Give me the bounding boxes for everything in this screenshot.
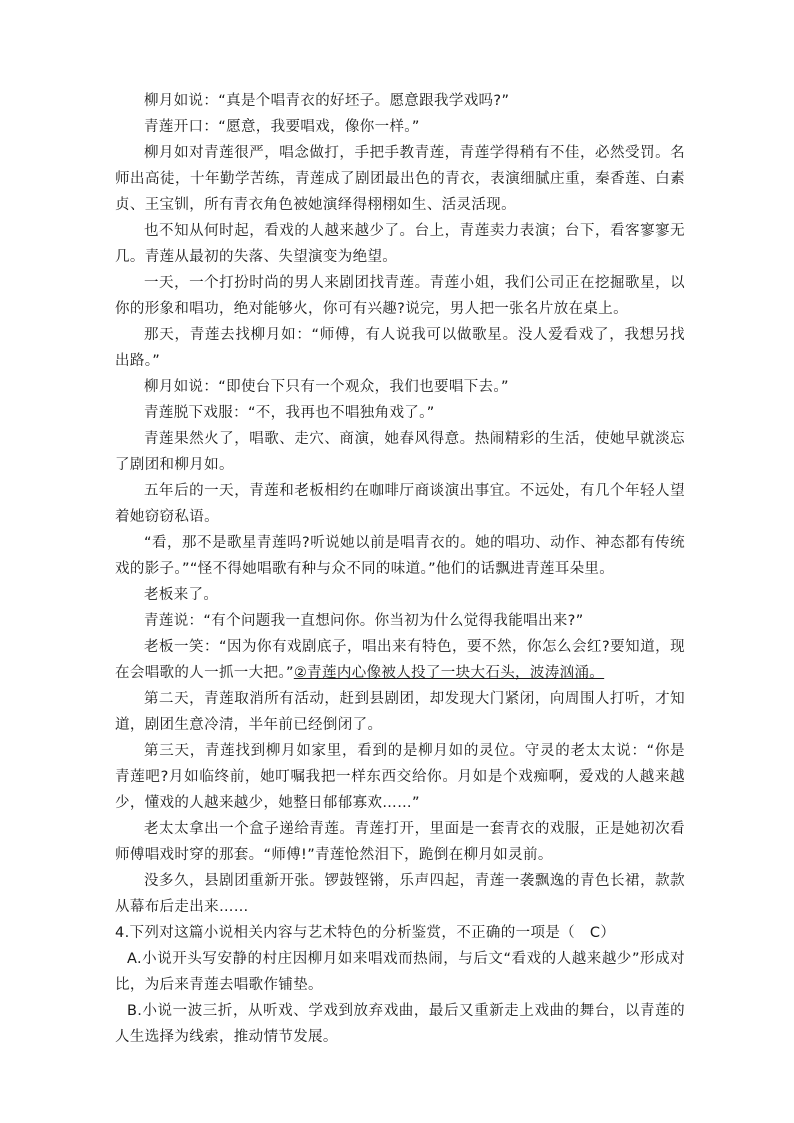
story-paragraph: 老板来了。 <box>144 587 219 603</box>
story-paragraph: 柳月如说：“即使台下只有一个观众，我们也要唱下去。” <box>144 379 509 395</box>
underlined-sentence-2: ②青莲内心像被人投了一块大石头，波涛汹涌。 <box>293 665 605 681</box>
story-paragraph: 五年后的一天，青莲和老板相约在咖啡厅商谈演出事宜。不远处，有几个年轻人望着她窃窃私语。 <box>115 483 685 525</box>
question-option-b: B.小说一波三折，从听戏、学戏到放弃戏曲，最后又重新走上戏曲的舞台，以青莲的人生选择为线索，推动情节发展。 <box>115 1003 685 1045</box>
story-paragraph: 青莲脱下戏服：“不，我再也不唱独角戏了。” <box>144 405 435 421</box>
story-paragraph: 青莲开口：“愿意，我要唱戏，像你一样。” <box>144 119 420 135</box>
question-stem: 4.下列对这篇小说相关内容与艺术特色的分析鉴赏，不正确的一项是（ C） <box>115 925 616 941</box>
story-paragraph: “看，那不是歌星青莲吗?听说她以前是唱青衣的。她的唱功、动作、神态都有传统戏的影子。”“怪不得她唱歌有种与众不同的味道。”他们的话飘进青莲耳朵里。 <box>115 535 685 577</box>
story-paragraph: 柳月如对青莲很严，唱念做打，手把手教青莲，青莲学得稍有不佳，必然受罚。名师出高徒，十年勤学苦练，青莲成了剧团最出色的青衣，表演细腻庄重，秦香莲、白素贞、王宝钏，所有青衣角色被她演绎得栩栩如生、活灵活现。 <box>115 145 685 213</box>
story-paragraph-boss-reply <box>115 634 685 686</box>
story-paragraph: 青莲说：“有个问题我一直想问你。你当初为什么觉得我能唱出来?” <box>144 613 584 629</box>
story-paragraph: 第三天，青莲找到柳月如家里，看到的是柳月如的灵位。守灵的老太太说：“你是青莲吧?月如临终前，她叮嘱我把一样东西交给你。月如是个戏痴啊，爱戏的人越来越少，懂戏的人越来越少，她整日郁郁寡欢……” <box>115 743 685 811</box>
question-option-a: A.小说开头写安静的村庄因柳月如来唱戏而热闹，与后文“看戏的人越来越少”形成对比，为后来青莲去唱歌作铺垫。 <box>115 951 685 993</box>
story-paragraph: 柳月如说：“真是个唱青衣的好坯子。愿意跟我学戏吗?” <box>144 93 510 109</box>
story-paragraph: 也不知从何时起，看戏的人越来越少了。台上，青莲卖力表演；台下，看客寥寥无几。青莲从最初的失落、失望演变为绝望。 <box>115 223 685 265</box>
story-paragraph: 青莲果然火了，唱歌、走穴、商演，她春风得意。热闹精彩的生活，使她早就淡忘了剧团和柳月如。 <box>115 431 685 473</box>
story-paragraph: 老太太拿出一个盒子递给青莲。青莲打开，里面是一套青衣的戏服，正是她初次看师傅唱戏时穿的那套。“师傅!”青莲怆然泪下，跪倒在柳月如灵前。 <box>115 821 685 863</box>
boss-reply-text: 老板一笑：“因为你有戏剧底子，唱出来有特色，要不然，你怎么会红?要知道，现在会唱歌的人一抓一大把。” <box>115 639 685 681</box>
story-paragraph: 没多久，县剧团重新开张。锣鼓铿锵，乐声四起，青莲一袭飘逸的青色长裙，款款从幕布后走出来…… <box>115 873 685 915</box>
story-paragraph: 那天，青莲去找柳月如：“师傅，有人说我可以做歌星。没人爱看戏了，我想另找出路。” <box>115 327 685 369</box>
document-page <box>115 88 685 1050</box>
story-paragraph: 第二天，青莲取消所有活动，赶到县剧团，却发现大门紧闭，向周围人打听，才知道，剧团生意冷清，半年前已经倒闭了。 <box>115 691 685 733</box>
story-paragraph: 一天，一个打扮时尚的男人来剧团找青莲。青莲小姐，我们公司正在挖掘歌星，以你的形象和唱功，绝对能够火，你可有兴趣?说完，男人把一张名片放在桌上。 <box>115 275 685 317</box>
